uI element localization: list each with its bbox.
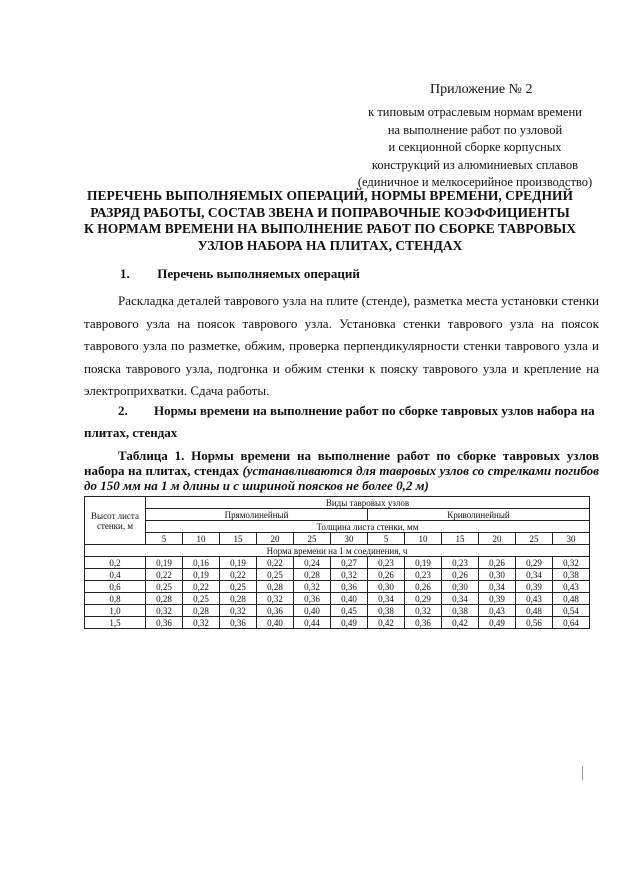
norm-value-cell: 0,28 — [183, 605, 220, 617]
height-cell: 0,6 — [85, 581, 146, 593]
norm-value-cell: 0,30 — [479, 569, 516, 581]
table-row — [85, 581, 590, 593]
norm-value-cell: 0,48 — [553, 593, 590, 605]
document-title-line: РАЗРЯД РАБОТЫ, СОСТАВ ЗВЕНА И ПОПРАВОЧНЫЕ КОЭФФИЦИЕНТЫ — [90, 204, 570, 220]
norm-value-cell: 0,42 — [368, 617, 405, 629]
appendix-subtitle — [340, 104, 610, 192]
table-row — [85, 617, 590, 629]
thickness-header-cell: Толщина листа стенки, мм — [146, 521, 590, 533]
document-title-line: ПЕРЕЧЕНЬ ВЫПОЛНЯЕМЫХ ОПЕРАЦИЙ, НОРМЫ ВРЕМЕНИ, СРЕДНИЙ — [87, 188, 573, 203]
document-title — [70, 188, 590, 254]
thickness-cell-curved: 20 — [479, 533, 516, 545]
scan-artifact — [582, 766, 583, 780]
norm-value-cell: 0,44 — [294, 617, 331, 629]
norm-value-cell: 0,19 — [405, 557, 442, 569]
norm-value-cell: 0,34 — [442, 593, 479, 605]
norm-value-cell: 0,34 — [479, 581, 516, 593]
norm-value-cell: 0,32 — [553, 557, 590, 569]
norm-value-cell: 0,24 — [294, 557, 331, 569]
section-2-heading — [84, 400, 599, 444]
section-1-text: Раскладка деталей таврового узла на плите (стенде), разметка места установки стенки таврового узла на поясок таврового узла. Установка стенки таврового узла на поясок таврового узла по разметке, обжим, проверка перпендикулярности стенки таврового узла и пояска таврового узла, подгонка и обжим стенки к пояску таврового узла и крепление на электроприхватки. Сдача работы. — [84, 293, 599, 398]
norm-value-cell: 0,36 — [294, 593, 331, 605]
norm-value-cell: 0,32 — [331, 569, 368, 581]
norm-value-cell: 0,34 — [368, 593, 405, 605]
norm-value-cell: 0,19 — [146, 557, 183, 569]
section-1-number: 1. — [120, 266, 130, 281]
norm-value-cell: 0,38 — [442, 605, 479, 617]
norms-table — [84, 496, 590, 629]
norm-value-cell: 0,45 — [331, 605, 368, 617]
thickness-cell-straight: 5 — [146, 533, 183, 545]
norm-value-cell: 0,19 — [183, 569, 220, 581]
thickness-cell-curved: 30 — [553, 533, 590, 545]
norm-value-cell: 0,28 — [294, 569, 331, 581]
norm-value-cell: 0,26 — [368, 569, 405, 581]
height-cell: 1,5 — [85, 617, 146, 629]
norm-value-cell: 0,26 — [442, 569, 479, 581]
norm-value-cell: 0,25 — [220, 581, 257, 593]
norm-value-cell: 0,32 — [257, 593, 294, 605]
curved-header-cell: Криволинейный — [368, 509, 590, 521]
section-2-title: Нормы времени на выполнение работ по сборке тавровых узлов набора на плитах, стендах — [84, 403, 595, 440]
norm-value-cell: 0,38 — [368, 605, 405, 617]
table-row — [85, 605, 590, 617]
norm-value-cell: 0,19 — [220, 557, 257, 569]
norm-value-cell: 0,36 — [220, 617, 257, 629]
norm-value-cell: 0,40 — [331, 593, 368, 605]
norm-value-cell: 0,49 — [479, 617, 516, 629]
table-caption-note: (устанавливаются для тавровых узлов со стрелками погибов до 150 мм на 1 м длины и с шириной поясков не более 0,2 м) — [84, 463, 599, 493]
height-cell: 0,2 — [85, 557, 146, 569]
norm-value-cell: 0,42 — [442, 617, 479, 629]
types-header-cell: Виды тавровых узлов — [146, 497, 590, 509]
norm-value-cell: 0,36 — [257, 605, 294, 617]
table-header-row — [85, 509, 590, 521]
appendix-line: и секционной сборке корпусных — [388, 140, 562, 154]
norm-value-cell: 0,40 — [294, 605, 331, 617]
norm-value-cell: 0,34 — [516, 569, 553, 581]
thickness-cell-straight: 10 — [183, 533, 220, 545]
norm-value-cell: 0,27 — [331, 557, 368, 569]
norm-value-cell: 0,43 — [516, 593, 553, 605]
norm-value-cell: 0,23 — [442, 557, 479, 569]
norm-value-cell: 0,22 — [257, 557, 294, 569]
thickness-cell-straight: 25 — [294, 533, 331, 545]
table-row — [85, 569, 590, 581]
norm-value-cell: 0,26 — [479, 557, 516, 569]
norm-value-cell: 0,40 — [257, 617, 294, 629]
norm-value-cell: 0,23 — [368, 557, 405, 569]
norm-value-cell: 0,32 — [220, 605, 257, 617]
norm-value-cell: 0,49 — [331, 617, 368, 629]
height-cell: 0,8 — [85, 593, 146, 605]
norm-value-cell: 0,22 — [146, 569, 183, 581]
norm-value-cell: 0,43 — [553, 581, 590, 593]
norm-header-cell: Норма времени на 1 м соединения, ч — [85, 545, 590, 557]
norm-value-cell: 0,29 — [516, 557, 553, 569]
appendix-line: к типовым отраслевым нормам времени — [368, 105, 582, 119]
norm-value-cell: 0,25 — [146, 581, 183, 593]
section-1-heading — [120, 266, 360, 282]
norm-value-cell: 0,48 — [516, 605, 553, 617]
norm-value-cell: 0,36 — [331, 581, 368, 593]
height-cell: 1,0 — [85, 605, 146, 617]
norm-value-cell: 0,32 — [405, 605, 442, 617]
thickness-cell-curved: 15 — [442, 533, 479, 545]
appendix-line: (единичное и мелкосерийное производство) — [357, 175, 593, 189]
norm-value-cell: 0,26 — [405, 581, 442, 593]
norm-value-cell: 0,22 — [220, 569, 257, 581]
norm-value-cell: 0,28 — [146, 593, 183, 605]
norm-value-cell: 0,36 — [146, 617, 183, 629]
norm-value-cell: 0,56 — [516, 617, 553, 629]
norm-value-cell: 0,28 — [257, 581, 294, 593]
thickness-cell-straight: 20 — [257, 533, 294, 545]
section-1-title: Перечень выполняемых операций — [157, 266, 360, 281]
straight-header-cell: Прямолинейный — [146, 509, 368, 521]
norm-value-cell: 0,23 — [405, 569, 442, 581]
table-header-row — [85, 521, 590, 533]
norm-value-cell: 0,25 — [183, 593, 220, 605]
table-caption — [84, 448, 599, 493]
thickness-row — [85, 533, 590, 545]
height-cell: 0,4 — [85, 569, 146, 581]
appendix-title: Приложение № 2 — [430, 82, 533, 97]
thickness-cell-straight: 30 — [331, 533, 368, 545]
norm-value-cell: 0,28 — [220, 593, 257, 605]
table-caption-main: Таблица 1. Нормы времени на выполнение работ по сборке тавровых узлов набора на плитах, стендах — [84, 448, 599, 478]
table-header-row — [85, 497, 590, 509]
norm-value-cell: 0,64 — [553, 617, 590, 629]
table-header-row — [85, 545, 590, 557]
row-header-cell: Высот листа стенки, м — [85, 497, 146, 545]
norm-value-cell: 0,30 — [368, 581, 405, 593]
norm-value-cell: 0,43 — [479, 605, 516, 617]
norm-value-cell: 0,25 — [257, 569, 294, 581]
thickness-cell-curved: 25 — [516, 533, 553, 545]
norm-value-cell: 0,38 — [553, 569, 590, 581]
table-row — [85, 557, 590, 569]
thickness-cell-curved: 5 — [368, 533, 405, 545]
norm-value-cell: 0,32 — [146, 605, 183, 617]
thickness-cell-straight: 15 — [220, 533, 257, 545]
norm-value-cell: 0,39 — [516, 581, 553, 593]
norm-value-cell: 0,22 — [183, 581, 220, 593]
document-title-line: К НОРМАМ ВРЕМЕНИ НА ВЫПОЛНЕНИЕ РАБОТ ПО СБОРКЕ ТАВРОВЫХ — [84, 221, 576, 236]
section-2-number: 2. — [118, 403, 128, 418]
norm-value-cell: 0,30 — [442, 581, 479, 593]
table-row — [85, 593, 590, 605]
norm-value-cell: 0,36 — [405, 617, 442, 629]
norm-value-cell: 0,29 — [405, 593, 442, 605]
thickness-cell-curved: 10 — [405, 533, 442, 545]
norm-value-cell: 0,32 — [294, 581, 331, 593]
norm-value-cell: 0,16 — [183, 557, 220, 569]
appendix-line: конструкций из алюминиевых сплавов — [371, 157, 579, 172]
norm-value-cell: 0,32 — [183, 617, 220, 629]
norm-value-cell: 0,39 — [479, 593, 516, 605]
norm-value-cell: 0,54 — [553, 605, 590, 617]
appendix-line: на выполнение работ по узловой — [387, 122, 563, 137]
document-title-line: УЗЛОВ НАБОРА НА ПЛИТАХ, СТЕНДАХ — [197, 237, 463, 253]
